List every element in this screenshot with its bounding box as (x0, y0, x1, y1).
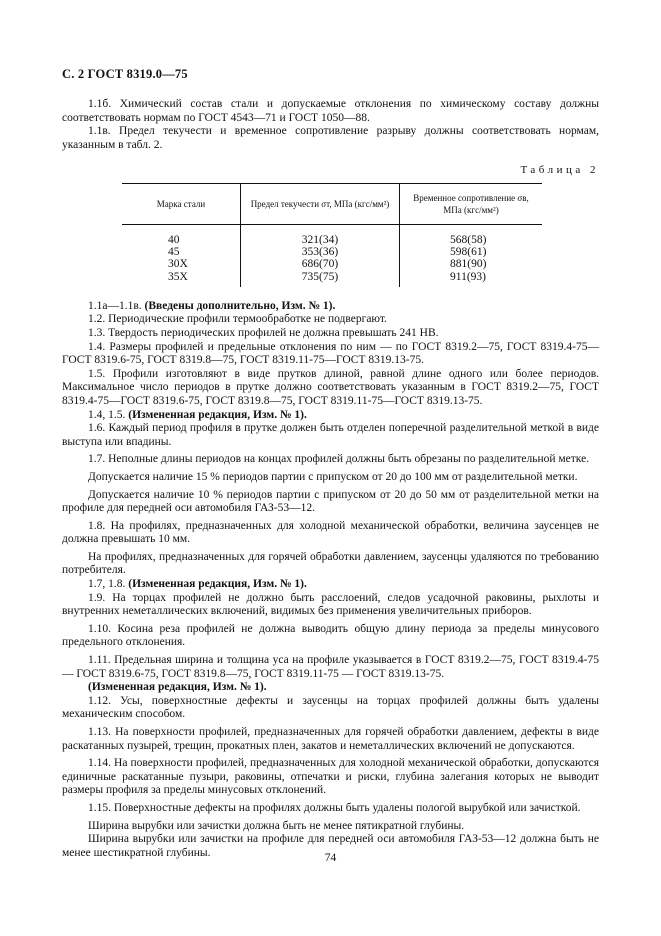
paragraph-1-10: 1.10. Косина реза профилей не должна выводить общую длину периода за пределы минусового предельного отклонения. (62, 622, 599, 649)
paragraph-1-1a-note: 1.1а—1.1в. (Введены дополнительно, Изм. № 1). (88, 299, 336, 312)
cell-grade: 40 (168, 233, 180, 246)
paragraph-1-8: 1.8. На профилях, предназначенных для холодной механической обработки, величина заусенцев не должна превышать 10 мм. (62, 519, 599, 546)
table-row (122, 258, 542, 270)
table-row (122, 246, 542, 258)
paragraph-1-5: 1.5. Профили изготовляют в виде прутков длиной, равной длине одного или более периодов. Максимальное число периодов в прутке должно соответствовать указанным в ГОСТ 8319.2—75, ГОСТ 8319.4-75—ГОСТ 8319.6-75, ГОСТ 8319.8—75, ГОСТ 8319.11-75—ГОСТ 8319.13-75. (62, 367, 599, 407)
table-row (122, 271, 542, 287)
cell-tensile: 598(61) (400, 246, 543, 258)
paragraph-width-sixfold: Ширина вырубки или зачистки на профиле для передней оси автомобиля ГАЗ-53—12 должна быть не менее шестикратной глубины. (62, 833, 599, 859)
cell-yield: 735(75) (241, 271, 400, 287)
paragraph-1-13: 1.13. На поверхности профилей, предназначенных для горячей обработки давлением, дефекты в виде раскатанных пузырей, трещин, прокатных плен, закатов и неметаллических включений не допускаются. (62, 726, 599, 752)
paragraph-1-12: 1.12. Усы, поверхностные дефекты и заусенцы на торцах профилей должны быть удалены механическим способом. (62, 694, 599, 721)
paragraph-1-3: 1.3. Твердость периодических профилей не должна превышать 241 НВ. (88, 326, 439, 339)
cell-tensile: 911(93) (400, 271, 543, 287)
document-body (62, 98, 599, 860)
column-header-yield-strength: Предел текучести σт, МПа (кгс/мм²) (241, 183, 400, 224)
cell-yield: 353(36) (241, 246, 400, 258)
amendment-note: (Измененная редакция, Изм. № 1). (128, 408, 307, 421)
column-header-grade: Марка стали (122, 183, 241, 224)
table-header-row (122, 183, 542, 224)
paragraph-1-4-1-5-note: 1.4, 1.5. (Измененная редакция, Изм. № 1). (88, 408, 307, 421)
table-2 (122, 183, 542, 287)
cell-yield: 321(34) (241, 224, 400, 246)
paragraph-1-4: 1.4. Размеры профилей и предельные отклонения по ним — по ГОСТ 8319.2—75, ГОСТ 8319.4-75—ГОСТ 8319.6-75, ГОСТ 8319.8—75, ГОСТ 8319.11-75—ГОСТ 8319.13-75. (62, 340, 599, 367)
paragraph-1-1b: 1.1б. Химический состав стали и допускаемые отклонения по химическому составу должны соответствовать нормам по ГОСТ 4543—71 и ГОСТ 1050—88. (62, 98, 599, 124)
page-header: С. 2 ГОСТ 8319.0—75 (62, 67, 188, 81)
paragraph-1-7-1-8-note: 1.7, 1.8. (Измененная редакция, Изм. № 1). (88, 578, 307, 591)
cell-grade: 30Х (168, 258, 188, 271)
cell-yield: 686(70) (241, 258, 400, 270)
paragraph-1-14: 1.14. На поверхности профилей, предназначенных для холодной механической обработки, допускаются единичные раскатанные пузыри, раковины, отпечатки и риски, глубина залегания которых не выводит размеры профиля за пределы минусовых отклонений. (62, 757, 599, 797)
paragraph-1-11-note: (Измененная редакция, Изм. № 1). (88, 681, 267, 694)
paragraph-1-1v: 1.1в. Предел текучести и временное сопротивление разрыву должны соответствовать нормам, указанным в табл. 2. (62, 125, 599, 151)
paragraph-allowance-15: Допускается наличие 15 % периодов партии с припуском от 20 до 100 мм от разделительной метки. (88, 470, 578, 483)
table-row (122, 224, 542, 246)
column-header-tensile-strength: Временное сопротивление σв, МПа (кгс/мм²) (400, 183, 543, 224)
paragraph-1-6: 1.6. Каждый период профиля в прутке должен быть отделен поперечной разделительной меткой в виде выступа или впадины. (62, 422, 599, 448)
paragraph-1-15: 1.15. Поверхностные дефекты на профилях должны быть удалены пологой вырубкой или зачисткой. (88, 801, 581, 814)
paragraph-1-11: 1.11. Предельная ширина и толщина уса на профиле указывается в ГОСТ 8319.2—75, ГОСТ 8319.4-75 — ГОСТ 8319.6-75, ГОСТ 8319.8—75, ГОСТ 8319.11-75 — ГОСТ 8319.13-75. (62, 654, 599, 680)
paragraph-1-7: 1.7. Неполные длины периодов на концах профилей должны быть обрезаны по разделительной метке. (88, 453, 590, 466)
amendment-note: (Введены дополнительно, Изм. № 1). (144, 299, 336, 312)
cell-tensile: 881(90) (400, 258, 543, 270)
table-caption: Таблица 2 (520, 164, 599, 177)
cell-grade: 45 (168, 246, 180, 259)
paragraph-hot-working-burrs: На профилях, предназначенных для горячей обработки давлением, заусенцы удаляются по требованию потребителя. (62, 550, 599, 577)
paragraph-1-2: 1.2. Периодические профили термообработке не подвергают. (88, 313, 387, 326)
cell-tensile: 568(58) (400, 224, 543, 246)
paragraph-width-fivefold: Ширина вырубки или зачистки должна быть не менее пятикратной глубины. (88, 819, 465, 832)
page-number: 74 (324, 852, 337, 864)
amendment-note: (Измененная редакция, Изм. № 1). (128, 578, 307, 591)
paragraph-allowance-10: Допускается наличие 10 % периодов партии с припуском от 20 до 50 мм от разделительной метки на профиле для передней оси автомобиля ГАЗ-53—12. (62, 488, 599, 515)
paragraph-1-9: 1.9. На торцах профилей не должно быть расслоений, следов усадочной раковины, рыхлоты и внутренних неметаллических включений, видимых без применения увеличительных приборов. (62, 591, 599, 618)
cell-grade: 35Х (168, 270, 188, 283)
